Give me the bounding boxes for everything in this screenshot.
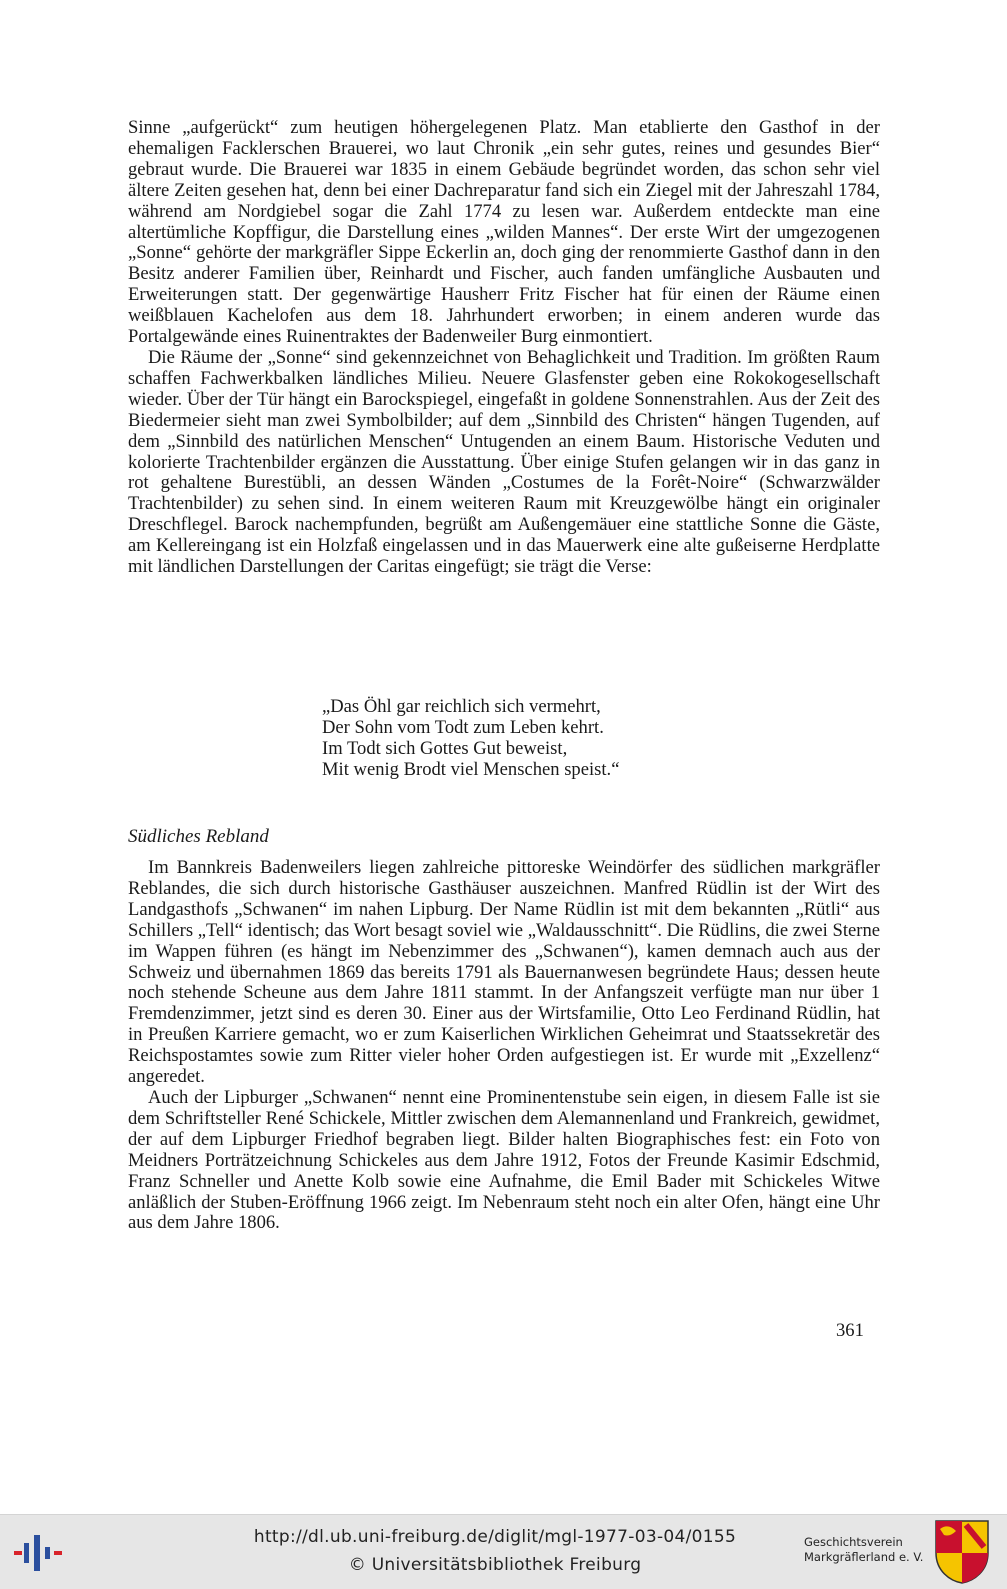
section-heading: Südliches Rebland bbox=[128, 826, 269, 847]
paragraph: Die Räume der „Sonne“ sind gekennzeichnet von Behaglichkeit und Tradition. Im größten Raum schaffen Fachwerkbalken ländliches Milieu. Neuere Glasfenster geben eine Rokokogesellschaft wieder. Über der Tür hängt ein Barockspiegel, eingefaßt in goldene Sonnenstrahlen. Aus der Zeit des Biedermeier sieht man zwei Symbolbilder; auf dem „Sinnbild des Christen“ hängen Tugenden, auf dem „Sinnbild des natürlichen Menschen“ Untugenden an einem Baum. Historische Veduten und kolorierte Trachtenbilder ergänzen die Ausstattung. Über einige Stufen gelangen wir in das ganz in rot gehaltene Burestübli, an dessen Wänden „Costumes de la Forêt-Noire“ (Schwarzwälder Trachtenbilder) zu sehen sind. In einem weiteren Raum mit Kreuzgewölbe hängt ein originaler Dreschflegel. Barock nachempfunden, begrüßt am Außengemäuer eine stattliche Sonne die Gäste, am Kellereingang ist ein Holzfaß eingelassen und in das Mauerwerk eine alte gußeiserne Herdplatte mit ländlichen Darstellungen der Caritas eingefügt; sie trägt die Verse: bbox=[128, 346, 880, 578]
paragraph: Auch der Lipburger „Schwanen“ nennt eine Prominentenstube sein eigen, in diesem Falle ist sie dem Schriftsteller René Schickele, Mittler zwischen dem Alemannenland und Frankreich, gewidmet, der auf dem Lipburger Friedhof begraben liegt. Bilder halten Biographisches fest: ein Foto von Meidners Porträtzeichnung Schickeles aus dem Jahre 1912, Fotos der Freunde Kasimir Edschmid, Franz Schneller und Anette Kolb sowie eine Aufnahme, die Emil Bader mit Schickeles Witwe anläßlich der Stuben-Eröffnung 1966 zeigt. Im Nebenraum steht noch ein alter Ofen, hängt eine Uhr aus dem Jahre 1806. bbox=[128, 1086, 880, 1234]
society-line: Geschichtsverein bbox=[804, 1535, 903, 1549]
text-block-top bbox=[128, 118, 880, 578]
coat-of-arms-icon bbox=[934, 1519, 990, 1585]
paragraph: Sinne „aufgerückt“ zum heutigen höhergelegenen Platz. Man etablierte den Gasthof in der ehemaligen Facklerschen Brauerei, wo laut Chronik „ein sehr gutes, reines und gesundes Bier“ gebraut wurde. Die Brauerei war 1835 in einem Gebäude begründet worden, das schon sehr viel ältere Zeiten gesehen hat, denn bei einer Dachreparatur fand sich ein Ziegel mit der Jahreszahl 1784, während am Nordgiebel sogar die Zahl 1774 zu lesen war. Außerdem entdeckte man eine altertümliche Kopffigur, die Darstellung eines „wilden Mannes“. Der erste Wirt der umgezogenen „Sonne“ gehörte der markgräfler Sippe Eckerlin an, doch ging der renommierte Gasthof dann in den Besitz anderer Familien über, Reinhardt und Fischer, auch fanden umfängliche Ausbauten und Erweiterungen statt. Der gegenwärtige Hausherr Fritz Fischer hat für einen der Räume einen weißblauen Kachelofen aus dem 18. Jahrhundert erworben; in einem anderen wurde das Portalgewände eines Ruinentraktes der Badenweiler Burg einmontiert. bbox=[128, 117, 880, 348]
paragraph: Im Bannkreis Badenweilers liegen zahlreiche pittoreske Weindörfer des südlichen markgräfler Reblandes, die sich durch historische Gasthäuser auszeichnen. Manfred Rüdlin ist der Wirt des Landgasthofs „Schwanen“ im nahen Lipburg. Der Name Rüdlin ist mit dem bekannten „Rütli“ aus Schillers „Tell“ identisch; das Wort besagt soviel wie „Waldausschnitt“. Die Rüdlins, die zwei Sterne im Wappen führen (es hängt im Nebenzimmer des „Schwanen“), kamen demnach auch aus der Schweiz und übernahmen 1869 das bereits 1791 als Bauernanwesen begründete Haus; dessen heute noch stehende Scheune aus dem Jahre 1811 stammt. In der Anfangszeit verfügte man nur über 1 Fremdenzimmer, jetzt sind es deren 30. Einer aus der Wirtsfamilie, Otto Leo Ferdinand Rüdlin, hat in Preußen Karriere gemacht, wo er zum Kaiserlichen Wirklichen Geheimrat und Staatssekretär des Reichspostamtes sowie zum Ritter vieler hoher Orden aufgestiegen ist. Er wurde mit „Exzellenz“ angeredet. bbox=[128, 857, 880, 1088]
text-block-bottom bbox=[128, 858, 880, 1234]
footer-url-link[interactable]: http://dl.ub.uni-freiburg.de/diglit/mgl-1977-03-04/0155 bbox=[253, 1527, 737, 1547]
footer-copyright: © Universitätsbibliothek Freiburg bbox=[348, 1555, 642, 1575]
poem-line: Der Sohn vom Todt zum Leben kehrt. bbox=[322, 716, 604, 738]
society-name bbox=[804, 1535, 928, 1565]
poem-verse bbox=[322, 697, 742, 781]
poem-line: „Das Öhl gar reichlich sich vermehrt, bbox=[322, 696, 601, 717]
page-number: 361 bbox=[836, 1320, 864, 1341]
poem-line: Im Todt sich Gottes Gut beweist, bbox=[322, 737, 568, 759]
footer-bar bbox=[0, 1514, 1007, 1589]
poem-line: Mit wenig Brodt viel Menschen speist.“ bbox=[322, 758, 620, 780]
society-line: Markgräflerland e. V. bbox=[804, 1550, 924, 1564]
